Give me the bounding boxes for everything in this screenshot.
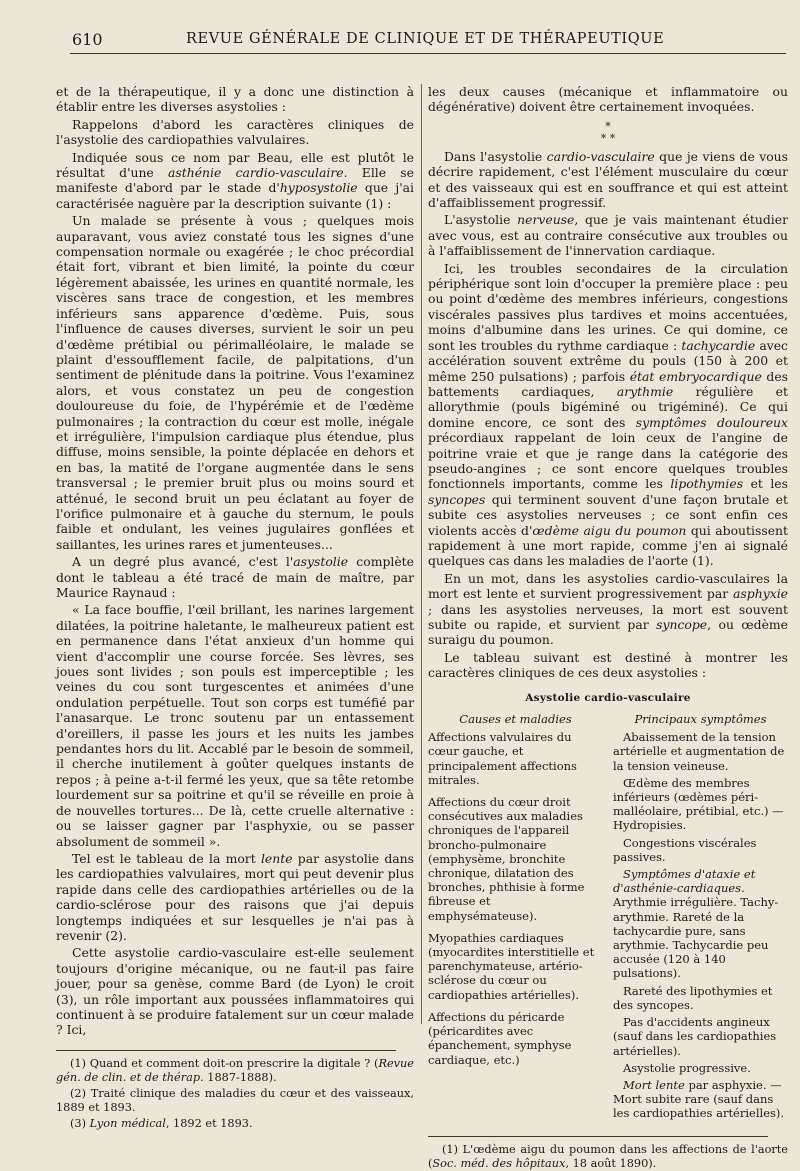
paragraph: et de la thérapeutique, il y a donc une distinction à établir entre les diverses asystolies : [56, 84, 414, 115]
footnote: (3) Lyon médical, 1892 et 1893. [70, 1116, 253, 1130]
table-cell: Affections du péricarde (péricardites avec épanchement, symphyse cardiaque, etc.) [428, 1009, 572, 1067]
left-column [56, 84, 414, 1130]
right-column [428, 84, 789, 1170]
symptom-table [428, 712, 788, 1123]
table-cell: Pas d'accidents angineux (sauf dans les cardiopathies artérielles). [613, 1015, 777, 1058]
table-cell: Congestions viscérales passives. [613, 835, 757, 864]
paragraph: Indiquée sous ce nom par Beau, elle est plutôt le résultat d'une asthénie cardio-vasculaire. Elle se manifeste d'abord par le stade d'hyposystolie que j'ai caractérisée naguère par la description suivante (1) : [56, 149, 414, 211]
paragraph: Ici, les troubles secondaires de la circulation périphérique sont loin d'occuper la première place : peu ou point d'œdème des membres inférieurs, congestions viscérales passives plus tardives et moins accentuées, moins d'albumine dans les urines. Ce qui domine, ce sont les troubles du rythme cardiaque : tachycardie avec accélération souvent extrême du pouls (150 à 200 et même 250 pulsations) ; parfois état embryocardique des battements cardiaques, arythmie régulière et allorythmie (pouls bigéminé ou trigéminé). Ce qui domine encore, ce sont des symptômes douloureux précordiaux rappelant de loin ceux de l'angine de poitrine vraie et que je range dans la catégorie des pseudo-angines ; ce sont encore quelques troubles fonctionnels importants, comme les lipothymies et les syncopes qui terminent souvent d'une façon brutale et subite ces asystolies nerveuses ; ce sont enfin ces violents accès d'œdème aigu du poumon qui aboutissent rapidement à une mort rapide, comme j'en ai signalé quelques cas dans les maladies de l'aorte (1). [428, 260, 789, 569]
paragraph: Un malade se présente à vous ; quelques mois auparavant, vous aviez constaté tous les signes d'une compensation normale ou exagérée ; le choc précordial était fort, vibrant et bien limité, la pointe du cœur légèrement abaissée, les urines en quantité normale, les viscères sans trace de congestion, et les membres inférieurs sans apparence d'œdème. Puis, sous l'influence de causes diverses, survient le soir un peu d'œdème prétibial ou périmalléolaire, le malade se plaint d'essoufflement facile, de palpitations, d'un sentiment de plénitude dans la poitrine. Vous l'examinez alors, et vous constatez un peu de congestion douloureuse du foie, de l'hypérémie et de l'œdème pulmonaires ; la contraction du cœur est molle, inégale et irrégulière, l'impulsion cardiaque plus étendue, plus diffuse, moins sensible, la pointe déplacée en dehors et en bas, la matité de l'organe augmentée dans le sens transversal ; le premier bruit plus ou moins sourd et atténué, le second bruit un peu éclatant au foyer de l'orifice pulmonaire et à gauche du sternum, le pouls faible et ondulant, les veines jugulaires gonflées et saillantes, les urines rares et jumenteuses... [56, 213, 414, 552]
footnote-rule [56, 1050, 396, 1051]
paragraph: A un degré plus avancé, c'est l'asystolie complète dont le tableau a été tracé de main de maître, par Maurice Raynaud : [56, 554, 414, 600]
paragraph: Tel est le tableau de la mort lente par asystolie dans les cardiopathies valvulaires, mort qui peut devenir plus rapide dans celle des cardiopathies artérielles ou de la cardio-sclérose pour des raisons que j'ai depuis longtemps indiquées et sur lesquelles je n'ai pas à revenir (2). [56, 850, 414, 943]
table-cell: Affections du cœur droit consécutives aux maladies chroniques de l'appareil broncho-pulmonaire (emphysème, bronchite chronique, dilatation des bronches, phthisie à forme fibreuse et emphysémateuse). [428, 795, 585, 923]
footnote: (2) Traité clinique des maladies du cœur et des vaisseaux, 1889 et 1893. [56, 1086, 414, 1114]
paragraph: les deux causes (mécanique et inflammatoire ou dégénérative) doivent être certainement invoquées. [428, 84, 788, 115]
table-cell: Abaissement de la tension artérielle et augmentation de la tension veineuse. [613, 730, 785, 773]
table-cell: Rareté des lipothymies et des syncopes. [613, 983, 773, 1012]
footnote-rule [428, 1136, 768, 1137]
causes-column [428, 712, 603, 1123]
paragraph: En un mot, dans les asystolies cardio-vasculaires la mort est lente et survient progressivement par asphyxie ; dans les asystolies nerveuses, la mort est souvent subite ou rapide, et survient par syncope, ou œdème suraigu du poumon. [428, 570, 788, 648]
column-header: Principaux symptômes [634, 712, 767, 727]
footnote: (1) L'œdème aigu du poumon dans les affections de l'aorte (Soc. méd. des hôpitaux, 18 août 1890). [428, 1142, 788, 1170]
paragraph: Cette asystolie cardio-vasculaire est-elle seulement toujours d'origine mécanique, ou ne faut-il pas faire jouer, pour sa genèse, comme Bard (de Lyon) le croit (3), un rôle important aux poussées inflammatoires qui continuent à se produire fatalement sur un cœur malade ? Ici, [56, 945, 414, 1038]
column-header: Causes et maladies [459, 712, 572, 727]
symptoms-column [613, 712, 788, 1123]
footnote: (1) Quand et comment doit-on prescrire la digitale ? (Revue gén. de clin. et de thérap. 1887-1888). [56, 1056, 414, 1084]
table-cell: Myopathies cardiaques (myocardites interstitielle et parenchymateuse, artério-sclérose du cœur ou cardiopathies artérielles). [428, 930, 595, 1002]
section-separator: * * * [600, 119, 616, 145]
table-cell: Œdème des membres inférieurs (œdèmes péri-malléolaire, prétibial, etc.) — Hydropisies. [613, 775, 784, 833]
quotation: « La face bouffie, l'œil brillant, les narines largement dilatées, la poitrine haletante, le malheureux patient est en permanence dans l'état anxieux d'un homme qui vient d'accomplir une course forcée. Ses lèvres, ses joues sont livides ; son pouls est imperceptible ; les veines du cou sont turgescentes et animées d'une ondulation perpétuelle. Tout son corps est tuméfié par l'anasarque. Le tronc soutenu par un entassement d'oreillers, il passe les jours et les nuits les jambes pendantes hors du lit. Accablé par le besoin de sommeil, il cherche inutilement à goûter quelques instants de repos ; à peine a-t-il fermé les yeux, que sa tête retombe lourdement sur sa poitrine et qu'il se réveille en proie à de nouvelles tortures... De là, cette cruelle alternative : ou se laisser gagner par l'asphyxie, ou se passer absolument de sommeil ». [56, 602, 414, 849]
paragraph: Le tableau suivant est destiné à montrer les caractères cliniques de ces deux asystolies : [428, 649, 788, 681]
table-cell: Asystolie progressive. [623, 1060, 751, 1075]
table-cell: Symptômes d'ataxie et d'asthénie-cardiaques. Arythmie irrégulière. Tachy-arythmie. Rareté de la tachycardie pure, sans arythmie. Tachycardie peu accusée (120 à 140 pulsations). [613, 867, 779, 981]
paragraph: Rappelons d'abord les caractères cliniques de l'asystolie des cardiopathies valvulaires. [56, 116, 414, 148]
table-title: Asystolie cardio-vasculaire [525, 691, 691, 704]
running-title: REVUE GÉNÉRALE DE CLINIQUE ET DE THÉRAPEUTIQUE [186, 31, 665, 47]
page-header [0, 30, 800, 54]
table-cell: Affections valvulaires du cœur gauche, et principalement affections mitrales. [428, 730, 577, 787]
page-number: 610 [72, 30, 103, 49]
paragraph: L'asystolie nerveuse, que je vais maintenant étudier avec vous, est au contraire consécutive aux troubles ou à l'affaiblissement de l'innervation cardiaque. [428, 212, 789, 259]
header-rule [70, 53, 786, 54]
column-divider [421, 84, 422, 1024]
paragraph: Dans l'asystolie cardio-vasculaire que je viens de vous décrire rapidement, c'est l'élément musculaire du cœur et des vaisseaux qui est en souffrance et qui est atteint d'affaiblissement progressif. [428, 148, 788, 211]
table-cell: Mort lente par asphyxie. — Mort subite rare (sauf dans les cardiopathies artérielles). [613, 1077, 785, 1121]
